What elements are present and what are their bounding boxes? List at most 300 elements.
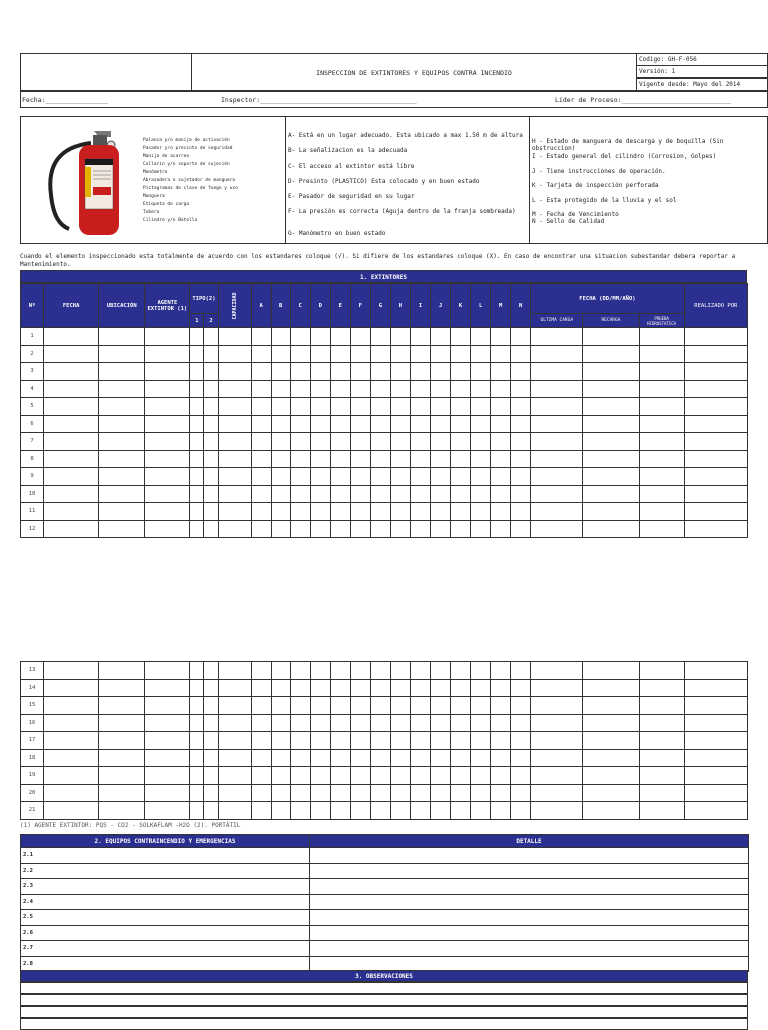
table-cell[interactable] [390,662,410,680]
table-cell[interactable] [431,784,451,802]
table-cell[interactable] [511,503,531,521]
table-cell[interactable] [471,398,491,416]
table-cell[interactable] [431,749,451,767]
table-cell[interactable] [491,697,511,715]
table-cell[interactable] [531,363,583,381]
table-cell[interactable] [370,415,390,433]
table-cell[interactable] [350,767,370,785]
table-cell[interactable] [639,749,684,767]
table-cell[interactable] [190,503,204,521]
table-cell[interactable] [310,485,330,503]
table-cell[interactable] [431,697,451,715]
table-cell[interactable] [390,345,410,363]
table-cell[interactable] [511,662,531,680]
fecha-field[interactable]: Fecha:________________ [22,96,109,104]
table-cell[interactable] [639,732,684,750]
table-cell[interactable] [370,450,390,468]
table-cell[interactable] [684,784,747,802]
table-cell[interactable] [44,380,99,398]
table-cell[interactable] [99,328,145,346]
table-cell[interactable] [511,363,531,381]
table-cell[interactable] [330,363,350,381]
table-cell[interactable] [491,433,511,451]
table-cell[interactable] [390,485,410,503]
table-cell[interactable] [99,345,145,363]
lider-field[interactable]: Líder de Proceso:____________________________ [555,96,732,104]
table-cell[interactable] [583,662,639,680]
table-cell[interactable] [145,485,190,503]
table-cell[interactable] [639,714,684,732]
table-cell[interactable] [684,485,747,503]
table-cell[interactable] [145,380,190,398]
table-cell[interactable] [370,767,390,785]
table-cell[interactable] [190,398,204,416]
table-cell[interactable] [370,345,390,363]
table-cell[interactable] [370,503,390,521]
table-cell[interactable] [190,468,204,486]
table-cell[interactable] [190,767,204,785]
table-cell[interactable] [410,767,430,785]
table-cell[interactable] [370,679,390,697]
table-cell[interactable] [471,714,491,732]
table-cell[interactable] [218,450,251,468]
table-cell[interactable] [290,328,310,346]
table-cell[interactable] [310,520,330,538]
table-cell[interactable] [190,363,204,381]
table-cell[interactable] [583,802,639,820]
table-cell[interactable] [330,450,350,468]
table-cell[interactable] [531,714,583,732]
table-cell[interactable] [350,732,370,750]
table-cell[interactable] [44,520,99,538]
table-cell[interactable] [410,398,430,416]
table-cell[interactable] [531,662,583,680]
table-cell[interactable] [330,662,350,680]
table-cell[interactable] [491,714,511,732]
table-cell[interactable] [471,345,491,363]
table-cell[interactable] [390,767,410,785]
table-cell[interactable] [99,433,145,451]
table-cell[interactable] [431,450,451,468]
table-cell[interactable] [204,784,218,802]
table-cell[interactable] [350,749,370,767]
table-cell[interactable] [491,345,511,363]
table-cell[interactable] [511,520,531,538]
table-cell[interactable] [271,380,290,398]
table-cell[interactable] [99,679,145,697]
table-cell[interactable] [471,415,491,433]
table-cell[interactable] [451,433,471,451]
table-cell[interactable] [511,328,531,346]
table-cell[interactable] [350,679,370,697]
table-cell[interactable] [204,503,218,521]
table-cell[interactable] [390,697,410,715]
table-cell[interactable] [451,415,471,433]
table-cell[interactable] [531,503,583,521]
table-cell[interactable] [218,749,251,767]
table-cell[interactable] [330,345,350,363]
table-cell[interactable] [44,345,99,363]
table-cell[interactable] [531,398,583,416]
table-cell[interactable] [218,485,251,503]
table-cell[interactable] [471,697,491,715]
table-cell[interactable] [471,662,491,680]
table-cell[interactable] [330,749,350,767]
table-cell[interactable] [204,345,218,363]
table-cell[interactable] [451,767,471,785]
table-cell[interactable] [145,345,190,363]
table-cell[interactable] [44,732,99,750]
table-cell[interactable] [350,415,370,433]
table-cell[interactable] [431,662,451,680]
table-cell[interactable] [44,662,99,680]
table-cell[interactable] [491,398,511,416]
table-cell[interactable] [145,714,190,732]
table-cell[interactable] [251,662,271,680]
table-cell[interactable] [583,714,639,732]
table-cell[interactable] [251,749,271,767]
table-cell[interactable] [684,398,747,416]
table-cell[interactable] [583,398,639,416]
table-cell[interactable] [583,328,639,346]
table-cell[interactable] [251,380,271,398]
table-cell[interactable] [370,363,390,381]
table-cell[interactable] [310,345,330,363]
table-cell[interactable] [531,784,583,802]
table-cell[interactable] [204,802,218,820]
table-cell[interactable] [491,802,511,820]
table-cell[interactable] [370,485,390,503]
table-cell[interactable] [145,415,190,433]
table-cell[interactable] [451,328,471,346]
table-cell[interactable] [330,732,350,750]
table-cell[interactable] [310,732,330,750]
table-cell[interactable] [511,679,531,697]
table-cell[interactable] [451,380,471,398]
table-cell[interactable] [410,520,430,538]
table-cell[interactable] [271,328,290,346]
table-cell[interactable] [531,485,583,503]
table-cell[interactable] [583,363,639,381]
table-cell[interactable] [531,380,583,398]
table-cell[interactable] [218,415,251,433]
table-cell[interactable] [639,784,684,802]
table-cell[interactable] [218,679,251,697]
observations-line[interactable] [20,994,748,1006]
table-cell[interactable] [145,398,190,416]
table-cell[interactable] [684,679,747,697]
table-cell[interactable] [471,468,491,486]
table-cell[interactable] [431,679,451,697]
table-cell[interactable] [44,767,99,785]
table-cell[interactable] [271,732,290,750]
table-cell[interactable] [583,697,639,715]
table-cell[interactable] [204,679,218,697]
table-cell[interactable] [310,503,330,521]
table-cell[interactable] [271,468,290,486]
table-cell[interactable] [204,328,218,346]
table-cell[interactable] [204,714,218,732]
table-cell[interactable] [390,363,410,381]
table-cell[interactable] [204,415,218,433]
table-cell[interactable] [290,749,310,767]
table-cell[interactable] [451,714,471,732]
table-cell[interactable] [271,784,290,802]
table-cell[interactable] [271,767,290,785]
table-cell[interactable] [431,714,451,732]
table-cell[interactable] [204,767,218,785]
table-cell[interactable] [684,520,747,538]
table-cell[interactable] [290,485,310,503]
table-cell[interactable] [99,767,145,785]
table-cell[interactable] [290,697,310,715]
table-cell[interactable] [511,714,531,732]
table-cell[interactable] [511,784,531,802]
table-cell[interactable] [684,328,747,346]
table-cell[interactable] [583,503,639,521]
table-cell[interactable] [310,802,330,820]
table-cell[interactable] [410,503,430,521]
table-cell[interactable] [204,485,218,503]
table-cell[interactable] [431,802,451,820]
table-cell[interactable] [44,749,99,767]
table-cell[interactable] [190,520,204,538]
table-cell[interactable] [370,802,390,820]
table-cell[interactable] [350,468,370,486]
table-cell[interactable] [511,433,531,451]
table-cell[interactable] [410,345,430,363]
table-cell[interactable] [684,468,747,486]
table-cell[interactable] [491,450,511,468]
table-cell[interactable] [251,485,271,503]
table-cell[interactable] [684,415,747,433]
table-cell[interactable] [684,697,747,715]
table-cell[interactable] [330,697,350,715]
table-cell[interactable] [44,697,99,715]
table-cell[interactable] [145,363,190,381]
table-cell[interactable] [583,732,639,750]
table-cell[interactable] [684,662,747,680]
table-cell[interactable] [350,380,370,398]
table-cell[interactable] [218,345,251,363]
table-cell[interactable] [684,714,747,732]
table-cell[interactable] [639,802,684,820]
table-cell[interactable] [271,697,290,715]
table-cell[interactable] [684,749,747,767]
table-cell[interactable] [145,468,190,486]
table-cell[interactable] [190,749,204,767]
table-cell[interactable] [410,784,430,802]
table-cell[interactable] [684,433,747,451]
table-cell[interactable] [330,767,350,785]
table-cell[interactable] [350,345,370,363]
equipment-detail-cell[interactable] [310,894,749,910]
table-cell[interactable] [330,503,350,521]
table-cell[interactable] [310,363,330,381]
table-cell[interactable] [330,468,350,486]
table-cell[interactable] [639,450,684,468]
table-cell[interactable] [370,433,390,451]
table-cell[interactable] [145,802,190,820]
table-cell[interactable] [290,380,310,398]
table-cell[interactable] [44,363,99,381]
table-cell[interactable] [491,503,511,521]
table-cell[interactable] [251,697,271,715]
table-cell[interactable] [639,328,684,346]
table-cell[interactable] [99,363,145,381]
table-cell[interactable] [410,662,430,680]
table-cell[interactable] [271,714,290,732]
table-cell[interactable] [99,398,145,416]
table-cell[interactable] [271,415,290,433]
table-cell[interactable] [531,415,583,433]
table-cell[interactable] [431,433,451,451]
table-cell[interactable] [639,503,684,521]
table-cell[interactable] [44,433,99,451]
table-cell[interactable] [145,697,190,715]
table-cell[interactable] [251,503,271,521]
table-cell[interactable] [190,784,204,802]
table-cell[interactable] [310,662,330,680]
table-cell[interactable] [583,784,639,802]
table-cell[interactable] [251,679,271,697]
table-cell[interactable] [390,714,410,732]
table-cell[interactable] [390,749,410,767]
table-cell[interactable] [290,363,310,381]
table-cell[interactable] [471,679,491,697]
table-cell[interactable] [99,503,145,521]
table-cell[interactable] [190,328,204,346]
table-cell[interactable] [330,714,350,732]
table-cell[interactable] [251,328,271,346]
table-cell[interactable] [290,398,310,416]
table-cell[interactable] [350,714,370,732]
table-cell[interactable] [310,415,330,433]
table-cell[interactable] [531,749,583,767]
table-cell[interactable] [639,520,684,538]
table-cell[interactable] [218,328,251,346]
table-cell[interactable] [491,732,511,750]
table-cell[interactable] [44,802,99,820]
table-cell[interactable] [451,363,471,381]
table-cell[interactable] [583,520,639,538]
table-cell[interactable] [251,732,271,750]
table-cell[interactable] [330,415,350,433]
table-cell[interactable] [491,363,511,381]
table-cell[interactable] [370,784,390,802]
table-cell[interactable] [145,503,190,521]
table-cell[interactable] [271,802,290,820]
table-cell[interactable] [190,679,204,697]
table-cell[interactable] [370,398,390,416]
table-cell[interactable] [451,398,471,416]
table-cell[interactable] [511,802,531,820]
table-cell[interactable] [204,450,218,468]
table-cell[interactable] [390,784,410,802]
table-cell[interactable] [290,520,310,538]
table-cell[interactable] [251,450,271,468]
table-cell[interactable] [310,714,330,732]
table-cell[interactable] [451,749,471,767]
table-cell[interactable] [639,679,684,697]
table-cell[interactable] [471,380,491,398]
table-cell[interactable] [330,433,350,451]
table-cell[interactable] [370,520,390,538]
table-cell[interactable] [99,520,145,538]
table-cell[interactable] [511,485,531,503]
table-cell[interactable] [350,697,370,715]
table-cell[interactable] [204,468,218,486]
table-cell[interactable] [451,784,471,802]
table-cell[interactable] [99,468,145,486]
table-cell[interactable] [290,433,310,451]
table-cell[interactable] [218,767,251,785]
table-cell[interactable] [410,679,430,697]
table-cell[interactable] [511,450,531,468]
table-cell[interactable] [330,679,350,697]
table-cell[interactable] [271,345,290,363]
table-cell[interactable] [390,520,410,538]
table-cell[interactable] [511,415,531,433]
table-cell[interactable] [271,433,290,451]
table-cell[interactable] [190,802,204,820]
table-cell[interactable] [271,363,290,381]
table-cell[interactable] [99,380,145,398]
table-cell[interactable] [271,450,290,468]
table-cell[interactable] [471,732,491,750]
table-cell[interactable] [44,784,99,802]
table-cell[interactable] [350,363,370,381]
table-cell[interactable] [190,485,204,503]
table-cell[interactable] [431,345,451,363]
equipment-detail-cell[interactable] [310,925,749,941]
table-cell[interactable] [330,398,350,416]
table-cell[interactable] [145,767,190,785]
table-cell[interactable] [218,732,251,750]
table-cell[interactable] [190,433,204,451]
equipment-detail-cell[interactable] [310,848,749,864]
table-cell[interactable] [531,345,583,363]
table-cell[interactable] [290,714,310,732]
table-cell[interactable] [410,732,430,750]
table-cell[interactable] [684,503,747,521]
table-cell[interactable] [271,520,290,538]
table-cell[interactable] [583,767,639,785]
table-cell[interactable] [431,363,451,381]
table-cell[interactable] [271,503,290,521]
table-cell[interactable] [531,679,583,697]
table-cell[interactable] [290,468,310,486]
table-cell[interactable] [145,662,190,680]
table-cell[interactable] [431,503,451,521]
table-cell[interactable] [99,697,145,715]
table-cell[interactable] [350,328,370,346]
table-cell[interactable] [491,520,511,538]
table-cell[interactable] [684,802,747,820]
table-cell[interactable] [204,732,218,750]
table-cell[interactable] [99,732,145,750]
table-cell[interactable] [410,328,430,346]
table-cell[interactable] [410,450,430,468]
table-cell[interactable] [684,450,747,468]
table-cell[interactable] [410,433,430,451]
table-cell[interactable] [190,732,204,750]
table-cell[interactable] [511,468,531,486]
table-cell[interactable] [471,767,491,785]
table-cell[interactable] [290,732,310,750]
table-cell[interactable] [684,732,747,750]
table-cell[interactable] [511,749,531,767]
